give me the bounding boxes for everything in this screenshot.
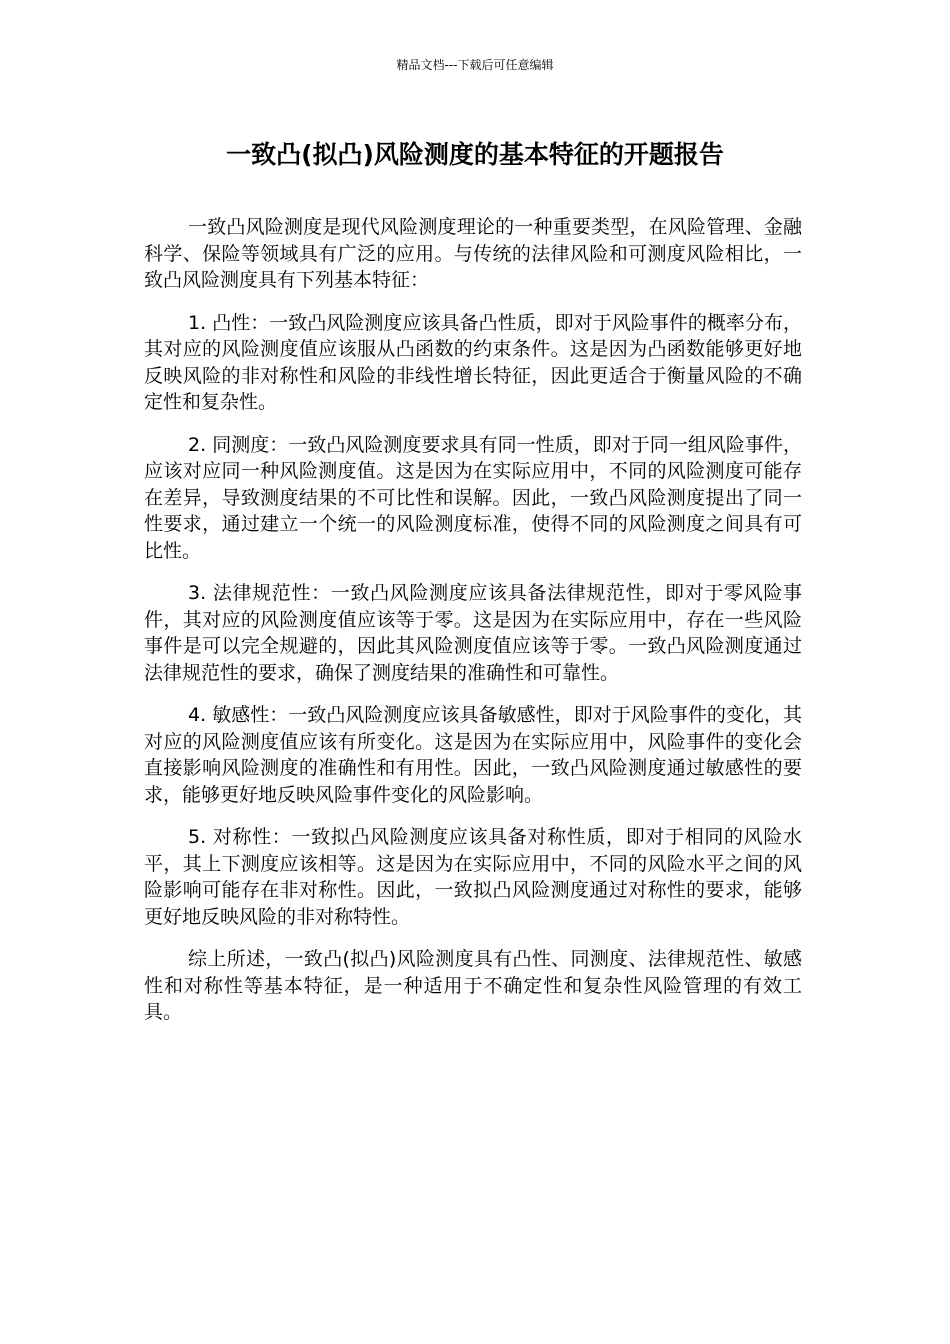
- paragraph-conclusion: 综上所述，一致凸(拟凸)风险测度具有凸性、同测度、法律规范性、敏感性和对称性等基本特征，是一种适用于不确定性和复杂性风险管理的有效工具。: [144, 948, 802, 1023]
- paragraph-intro: 一致凸风险测度是现代风险测度理论的一种重要类型，在风险管理、金融科学、保险等领域具有广泛的应用。与传统的法律风险和可测度风险相比，一致凸风险测度具有下列基本特征：: [144, 216, 802, 291]
- header-note: 精品文档---下载后可任意编辑: [396, 58, 554, 72]
- paragraph-sensitivity: 4. 敏感性：一致凸风险测度应该具备敏感性，即对于风险事件的变化，其对应的风险测度值应该有所变化。这是因为在实际应用中，风险事件的变化会直接影响风险测度的准确性和有用性。因此，一致凸风险测度通过敏感性的要求，能够更好地反映风险事件变化的风险影响。: [144, 704, 802, 806]
- paragraph-symmetry: 5. 对称性：一致拟凸风险测度应该具备对称性质，即对于相同的风险水平，其上下测度应该相等。这是因为在实际应用中，不同的风险水平之间的风险影响可能存在非对称性。因此，一致拟凸风险测度通过对称性的要求，能够更好地反映风险的非对称特性。: [144, 826, 802, 928]
- paragraph-convexity: 1. 凸性：一致凸风险测度应该具备凸性质，即对于风险事件的概率分布，其对应的风险测度值应该服从凸函数的约束条件。这是因为凸函数能够更好地反映风险的非对称性和风险的非线性增长特征，因此更适合于衡量风险的不确定性和复杂性。: [144, 311, 802, 413]
- document-title: 一致凸(拟凸)风险测度的基本特征的开题报告: [226, 140, 724, 169]
- paragraph-legal-normativity: 3. 法律规范性：一致凸风险测度应该具备法律规范性，即对于零风险事件，其对应的风险测度值应该等于零。这是因为在实际应用中，存在一些风险事件是可以完全规避的，因此其风险测度值应该等于零。一致凸风险测度通过法律规范性的要求，确保了测度结果的准确性和可靠性。: [144, 582, 802, 684]
- document-body: [144, 214, 802, 1042]
- paragraph-same-measure: 2. 同测度：一致凸风险测度要求具有同一性质，即对于同一组风险事件，应该对应同一种风险测度值。这是因为在实际应用中，不同的风险测度可能存在差异，导致测度结果的不可比性和误解。因此，一致凸风险测度提出了同一性要求，通过建立一个统一的风险测度标准，使得不同的风险测度之间具有可比性。: [144, 433, 802, 562]
